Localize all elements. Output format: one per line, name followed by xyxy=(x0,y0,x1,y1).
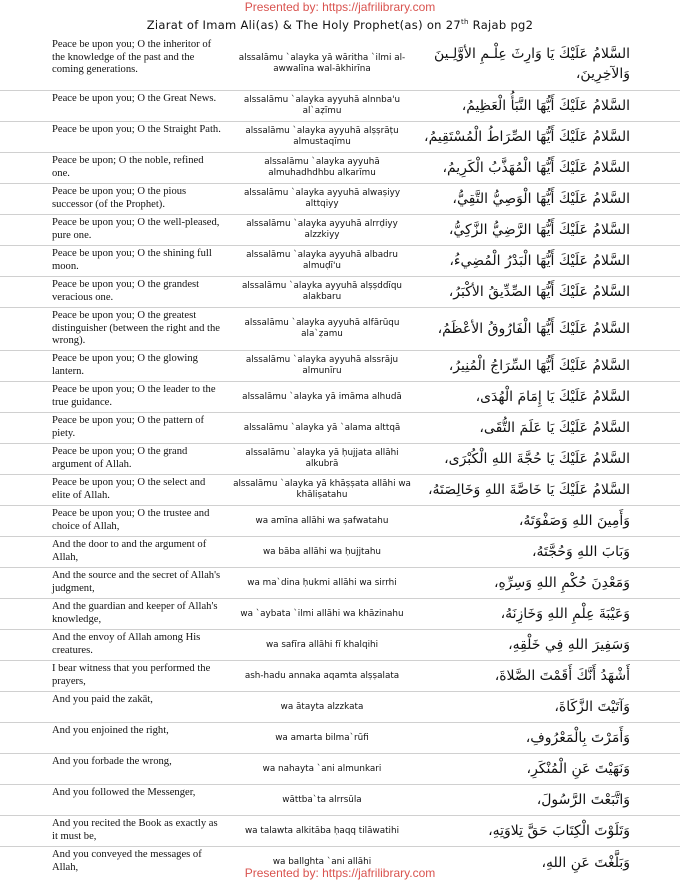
arabic-text-line: السَّلامُ عَلَيْكَ أَيُّهَا الْبَدْرُ الْمُضِيءُ، xyxy=(449,253,630,269)
arabic-text xyxy=(412,413,632,443)
arabic-text xyxy=(412,382,632,412)
arabic-text xyxy=(412,215,632,245)
english-translation: Peace be upon you; O the leader to the true guidance. xyxy=(52,384,216,408)
verse-row xyxy=(0,629,680,660)
transliteration xyxy=(232,122,412,152)
transliteration xyxy=(232,382,412,412)
arabic-text xyxy=(412,630,632,660)
verse-row xyxy=(0,381,680,412)
arabic-text xyxy=(412,754,632,784)
arabic-text-line: وَبَلَّغْتَ عَنِ اللهِ، xyxy=(541,854,630,871)
transliteration-text: alssalāmu `alayka ayyuhā albadru almuḍī'u xyxy=(246,250,398,271)
english-translation: Peace be upon you; O the Great News. xyxy=(52,93,217,104)
transliteration-text: alssalāmu `alayka ayyuhā alwaṣiyy alttqiyy xyxy=(243,188,401,209)
transliteration-text: alssalāmu `alayka ayyuhā almuhadhdhbu alkarīmu xyxy=(264,157,380,178)
arabic-text-line: وَعَيْبَةَ عِلْمِ اللهِ وَخَازِنَهُ، xyxy=(500,606,630,622)
verse-row xyxy=(0,753,680,784)
arabic-text-line: وَسَفِيرَ اللهِ فِي خَلْقِهِ، xyxy=(508,637,630,653)
transliteration-text: alssalāmu `alayka ayyuhā alnnba'u al`aẓīmu xyxy=(243,95,401,116)
english-translation: Peace be upon you; O the trustee and choice of Allah, xyxy=(52,508,210,532)
english-translation: And the envoy of Allah among His creatures. xyxy=(52,632,201,656)
arabic-text xyxy=(412,599,632,629)
english-translation: Peace be upon you; O the grandest veracious one. xyxy=(52,279,200,303)
arabic-text-line: السَّلامُ عَلَيْكَ أَيُّهَا الصِّرَاطُ الْمُسْتَقِيمُ، xyxy=(424,129,630,145)
arabic-text xyxy=(412,308,632,350)
verse-row xyxy=(0,443,680,474)
arabic-text xyxy=(412,816,632,846)
arabic-text-line: وَاتَّبَعْتَ الرَّسُولَ، xyxy=(536,792,630,808)
transliteration xyxy=(232,444,412,474)
transliteration-text: alssalāmu `alayka ayyuhā alṣṣddīqu alakbaru xyxy=(241,281,403,302)
transliteration xyxy=(232,537,412,567)
arabic-text-line: السَّلامُ عَلَيْكَ يَا حُجَّةَ اللهِ الْكُبْرَى، xyxy=(444,451,630,467)
verse-row xyxy=(0,536,680,567)
english-translation: Peace be upon you; O the inheritor of the knowledge of the past and the coming generations. xyxy=(52,39,212,75)
transliteration-text: wa talawta alkitāba ḥaqq tilāwatihi xyxy=(244,825,400,836)
transliteration xyxy=(232,184,412,214)
arabic-text-line: السَّلامُ عَلَيْكَ يَا عَلَمَ التُّقَى، xyxy=(479,420,630,436)
arabic-text-line: السَّلامُ عَلَيْكَ أَيُّهَا الصِّدِّيقُ الأكْبَرُ، xyxy=(448,284,630,300)
page-title-tail: Rajab pg2 xyxy=(468,17,534,32)
arabic-text-line: السَّلامُ عَلَيْكَ يَا إِمَامَ الْهُدَى، xyxy=(475,389,630,405)
transliteration xyxy=(232,785,412,815)
transliteration xyxy=(232,816,412,846)
arabic-text xyxy=(412,184,632,214)
verse-row xyxy=(0,660,680,691)
english-translation: And you forbade the wrong, xyxy=(52,756,172,767)
arabic-text xyxy=(412,506,632,536)
english-translation: Peace be upon you; O the pious successor (of the Prophet). xyxy=(52,186,187,210)
arabic-text xyxy=(412,351,632,381)
transliteration-text: wa `aybata `ilmi allāhi wa khāzinahu xyxy=(240,608,404,619)
verse-row xyxy=(0,505,680,536)
arabic-text xyxy=(412,277,632,307)
transliteration-text: wa amarta bilma`rūfi xyxy=(275,732,369,743)
arabic-text xyxy=(412,661,632,691)
arabic-text xyxy=(412,475,632,505)
english-translation: And the door to and the argument of Allah, xyxy=(52,539,207,563)
english-translation: Peace be upon you; O the select and elite of Allah. xyxy=(52,477,206,501)
english-translation: And you followed the Messenger, xyxy=(52,787,196,798)
verse-row xyxy=(0,350,680,381)
english-translation: And you recited the Book as exactly as it must be, xyxy=(52,818,218,842)
verse-row xyxy=(0,276,680,307)
verse-row xyxy=(0,183,680,214)
transliteration xyxy=(232,91,412,121)
arabic-text-line: وَأَمَرْتَ بِالْمَعْرُوفِ، xyxy=(525,730,630,746)
english-translation: And the guardian and keeper of Allah's knowledge, xyxy=(52,601,218,625)
verse-row xyxy=(0,307,680,350)
arabic-text-line: أَشْهَدُ أَنَّكَ أَقَمْتَ الصَّلاةَ، xyxy=(494,668,630,684)
verse-row xyxy=(0,691,680,722)
transliteration-text: alssalāmu `alayka yā imāma alhudā xyxy=(242,391,402,402)
transliteration-text: alssalāmu `alayka ayyuhā alṣṣrāṭu almustaqīmu xyxy=(245,126,399,147)
verse-row xyxy=(0,412,680,443)
arabic-text-line: السَّلامُ عَلَيْكَ أَيُّهَا السِّرَاجُ الْمُنِيرُ، xyxy=(448,358,630,374)
english-translation: And the source and the secret of Allah's judgment, xyxy=(52,570,221,594)
arabic-text xyxy=(412,246,632,276)
top-banner[interactable]: Presented by: https://jafrilibrary.com xyxy=(244,0,436,14)
arabic-text xyxy=(412,785,632,815)
verse-row xyxy=(0,722,680,753)
page-title-text: Ziarat of Imam Ali(as) & The Holy Prophet(as) on 27 xyxy=(146,17,461,32)
transliteration-text: alssalāmu `alayka yā khāṣṣata allāhi wa khāliṣatahu xyxy=(233,479,411,500)
transliteration xyxy=(232,308,412,350)
transliteration xyxy=(232,277,412,307)
page-title-superscript: th xyxy=(460,18,469,26)
arabic-text-line: السَّلامُ عَلَيْكَ أَيُّهَا الرَّضِيُّ الزَّكِيُّ، xyxy=(448,222,630,238)
transliteration xyxy=(232,754,412,784)
arabic-text xyxy=(412,723,632,753)
english-translation: And you paid the zakāt, xyxy=(52,694,153,705)
arabic-text-line: السَّلامُ عَلَيْكَ أَيُّهَا الْوَصِيُّ التَّقِيُّ، xyxy=(452,191,630,207)
arabic-text-line: وَآتَيْتَ الزَّكَاةَ، xyxy=(554,699,630,715)
transliteration-text: wa nahayta `ani almunkari xyxy=(262,763,382,774)
english-translation: And you enjoined the right, xyxy=(52,725,169,736)
transliteration-text: alssalāmu `alayka yā `alama alttqā xyxy=(243,422,401,433)
page-title xyxy=(0,14,680,33)
transliteration xyxy=(232,246,412,276)
arabic-text-line: السَّلامُ عَلَيْكَ يَا وَارِثَ عِلْـمِ الأوَّلِـينَ وَالآخِرِينَ، xyxy=(434,45,630,82)
arabic-text-line: السَّلامُ عَلَيْكَ أَيُّهَا النَّبَأُ الْعَظِيمُ، xyxy=(461,98,630,114)
arabic-text-line: وَمَعْدِنَ حُكْمِ اللهِ وَسِرِّهِ، xyxy=(493,575,630,591)
arabic-text xyxy=(412,444,632,474)
verse-row xyxy=(0,598,680,629)
arabic-text-line: وَتَلَوْتَ الْكِتَابَ حَقَّ تِلاوَتِهِ، xyxy=(488,823,630,839)
arabic-text xyxy=(412,122,632,152)
transliteration xyxy=(232,568,412,598)
transliteration-text: alssalāmu `alayka ayyuhā alrrḍiyy alzzkiyy xyxy=(246,219,398,240)
english-translation: Peace be upon you; O the grand argument of Allah. xyxy=(52,446,188,470)
verse-row xyxy=(0,214,680,245)
transliteration xyxy=(232,37,412,90)
transliteration xyxy=(232,630,412,660)
arabic-text-line: وَنَهَيْتَ عَنِ الْمُنْكَرِ، xyxy=(526,761,630,777)
transliteration xyxy=(232,475,412,505)
arabic-text-line: السَّلامُ عَلَيْكَ يَا خَاصَّةَ اللهِ وَخَالِصَتَهُ، xyxy=(427,482,630,498)
transliteration xyxy=(232,599,412,629)
verse-row xyxy=(0,815,680,846)
english-translation: Peace be upon you; O the shining full moon. xyxy=(52,248,212,272)
transliteration-text: alssalāmu `alayka yā ḥujjata allāhi alkubrā xyxy=(245,448,399,469)
arabic-text-line: وَأَمِينَ اللهِ وَصَفْوَتَهُ، xyxy=(518,513,630,529)
verse-row xyxy=(0,90,680,121)
english-translation: And you conveyed the messages of Allah, xyxy=(52,849,202,873)
arabic-text xyxy=(412,37,632,90)
arabic-text xyxy=(412,692,632,722)
transliteration-text: wa safīra allāhi fī khalqihi xyxy=(265,639,379,650)
transliteration-text: alssalāmu `alayka ayyuhā alfārūqu ala`ẓamu xyxy=(244,318,400,339)
arabic-text-line: وَبَابَ اللهِ وَحُجَّتَهُ، xyxy=(532,544,630,560)
transliteration xyxy=(232,413,412,443)
transliteration-text: wa ātayta alzzkata xyxy=(280,701,364,712)
transliteration-text: alssalāmu `alayka ayyuhā alssrāju almunīru xyxy=(245,355,399,376)
transliteration-text: wa ma`dina ḥukmi allāhi wa sirrhi xyxy=(247,577,397,588)
arabic-text xyxy=(412,91,632,121)
transliteration-text: alssalāmu `alayka yā wāritha `ilmi al-awwalīna wal-ākhirīna xyxy=(238,52,406,74)
english-translation: Peace be upon you; O the glowing lantern. xyxy=(52,353,198,377)
verse-row xyxy=(0,784,680,815)
transliteration-text: ash-hadu annaka aqamta alṣṣalata xyxy=(244,670,400,681)
verse-row xyxy=(0,245,680,276)
bottom-banner[interactable]: Presented by: https://jafrilibrary.com xyxy=(244,866,436,880)
verse-row xyxy=(0,474,680,505)
verse-row xyxy=(0,37,680,90)
transliteration-text: wa bāba allāhi wa ḥujjtahu xyxy=(262,546,382,557)
verse-row xyxy=(0,121,680,152)
transliteration xyxy=(232,506,412,536)
english-translation: Peace be upon you; O the well-pleased, pure one. xyxy=(52,217,220,241)
arabic-text xyxy=(412,537,632,567)
transliteration xyxy=(232,723,412,753)
arabic-text xyxy=(412,153,632,183)
english-translation: Peace be upon; O the noble, refined one. xyxy=(52,155,204,179)
transliteration xyxy=(232,661,412,691)
arabic-text xyxy=(412,568,632,598)
transliteration xyxy=(232,351,412,381)
arabic-text-line: السَّلامُ عَلَيْكَ أَيُّهَا الْمُهَذَّبُ الْكَرِيمُ، xyxy=(442,160,630,176)
transliteration xyxy=(232,692,412,722)
transliteration-text: wāttba`ta alrrsūla xyxy=(282,794,362,805)
english-translation: Peace be upon you; O the pattern of piety. xyxy=(52,415,205,439)
arabic-text-line: السَّلامُ عَلَيْكَ أَيُّهَا الْفَارُوقُ الأعْظَمُ، xyxy=(437,321,630,337)
english-translation: Peace be upon you; O the Straight Path. xyxy=(52,124,221,135)
verse-row xyxy=(0,152,680,183)
transliteration-text: wa amīna allāhi wa ṣafwatahu xyxy=(255,515,389,526)
verse-row xyxy=(0,567,680,598)
transliteration-text: wa ballghta `ani allāhi xyxy=(272,857,372,867)
ziarat-text-table xyxy=(0,37,680,878)
english-translation: I bear witness that you performed the prayers, xyxy=(52,663,211,687)
transliteration xyxy=(232,153,412,183)
english-translation: Peace be upon you; O the greatest distinguisher (between the right and the wrong). xyxy=(52,310,220,346)
transliteration xyxy=(232,215,412,245)
